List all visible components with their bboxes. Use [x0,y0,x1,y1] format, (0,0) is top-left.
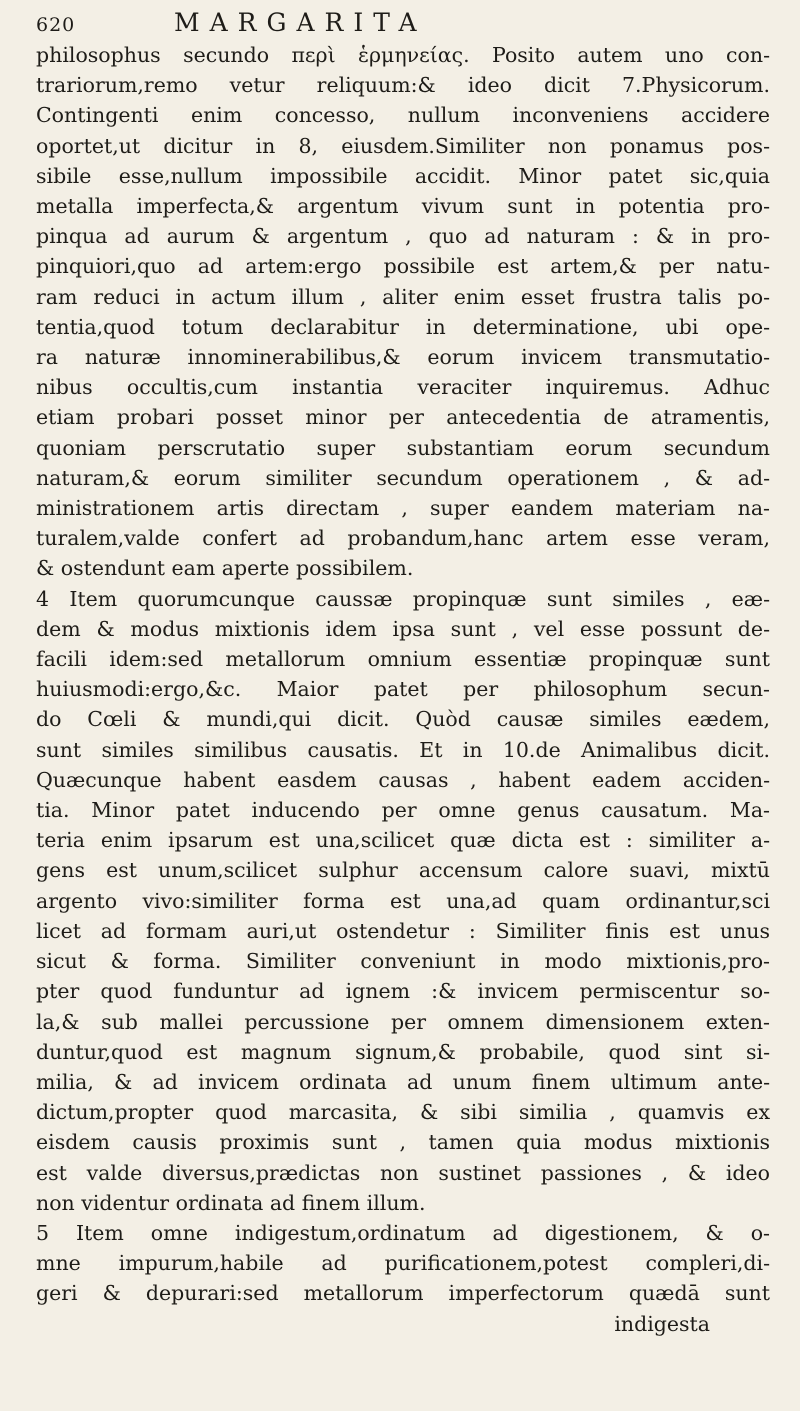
text-line: geri & depurari:sed metallorum imperfectorum quædā sunt [36,1281,770,1306]
text-line: eisdem causis proximis sunt , tamen quia modus mixtionis [36,1130,770,1155]
text-line: naturam,& eorum similiter secundum operationem , & ad- [36,465,770,490]
text-line: trariorum,remo vetur reliquum:& ideo dicit 7.Physicorum. [36,73,770,98]
text-line: 5 Item omne indigestum,ordinatum ad digestionem, & o- [36,1220,770,1245]
body-text [36,40,770,1339]
text-line: huiusmodi:ergo,&c. Maior patet per philosophum secun- [36,677,770,702]
text-line: ministrationem artis directam , super eandem materiam na- [36,496,770,521]
text-line: duntur,quod est magnum signum,& probabile, quod sint si- [36,1039,770,1064]
text-line: turalem,valde confert ad probandum,hanc artem esse veram, [36,526,770,551]
text-line: pter quod funduntur ad ignem :& invicem permiscentur so- [36,979,770,1004]
text-line: dem & modus mixtionis idem ipsa sunt , vel esse possunt de- [36,616,770,641]
text-line: ra naturæ innominerabilibus,& eorum invicem transmutatio- [36,345,770,370]
text-line: licet ad formam auri,ut ostendetur : Similiter finis est unus [36,918,770,943]
page-header [36,8,770,38]
text-line: gens est unum,scilicet sulphur accensum calore suavi, mixtū [36,858,770,883]
text-line: est valde diversus,prædictas non sustinet passiones , & ideo [36,1160,770,1185]
text-line: facili idem:sed metallorum omnium essentiæ propinquæ sunt [36,647,770,672]
text-line: dictum,propter quod marcasita, & sibi similia , quamvis ex [36,1100,770,1125]
page-number: 620 [36,14,76,36]
text-line: mne impurum,habile ad purificationem,potest compleri,di- [36,1251,770,1276]
text-line: 4 Item quorumcunque caussæ propinquæ sunt similes , eæ- [36,586,770,611]
text-line: philosophus secundo περὶ ἑρμηνείας. Posito autem uno con- [36,43,770,67]
text-line: la,& sub mallei percussione per omnem dimensionem exten- [36,1009,770,1034]
text-line: nibus occultis,cum instantia veraciter inquiremus. Adhuc [36,375,770,400]
text-line: sunt similes similibus causatis. Et in 10.de Animalibus dicit. [36,737,770,762]
text-line: sicut & forma. Similiter conveniunt in modo mixtionis,pro- [36,949,770,974]
text-line: pinquiori,quo ad artem:ergo possibile est artem,& per natu- [36,254,770,279]
text-line: tia. Minor patet inducendo per omne genus causatum. Ma- [36,798,770,823]
running-head: MARGARITA [174,8,427,37]
text-line: teria enim ipsarum est una,scilicet quæ dicta est : similiter a- [36,828,770,853]
catchword: indigesta [614,1311,710,1336]
text-line: argento vivo:similiter forma est una,ad quam ordinantur,sci [36,888,770,913]
text-line: non videntur ordinata ad finem illum. [36,1190,426,1215]
text-line: quoniam perscrutatio super substantiam eorum secundum [36,435,770,460]
text-line: oportet,ut dicitur in 8, eiusdem.Similiter non ponamus pos- [36,133,770,158]
text-line: etiam probari posset minor per antecedentia de atramentis, [36,405,770,430]
text-line: Quæcunque habent easdem causas , habent eadem acciden- [36,767,770,792]
text-line: Contingenti enim concesso, nullum inconveniens accidere [36,103,770,128]
text-line: metalla imperfecta,& argentum vivum sunt in potentia pro- [36,194,770,219]
text-line: sibile esse,nullum impossibile accidit. Minor patet sic,quia [36,163,770,188]
text-line: do Cœli & mundi,qui dicit. Quòd causæ similes eædem, [36,707,770,732]
text-line: milia, & ad invicem ordinata ad unum finem ultimum ante- [36,1069,770,1094]
text-line: tentia,quod totum declarabitur in determinatione, ubi ope- [36,314,770,339]
text-line: pinqua ad aurum & argentum , quo ad naturam : & in pro- [36,224,770,249]
text-line: & ostendunt eam aperte possibilem. [36,556,414,581]
text-line: ram reduci in actum illum , aliter enim esset frustra talis po- [36,284,770,309]
